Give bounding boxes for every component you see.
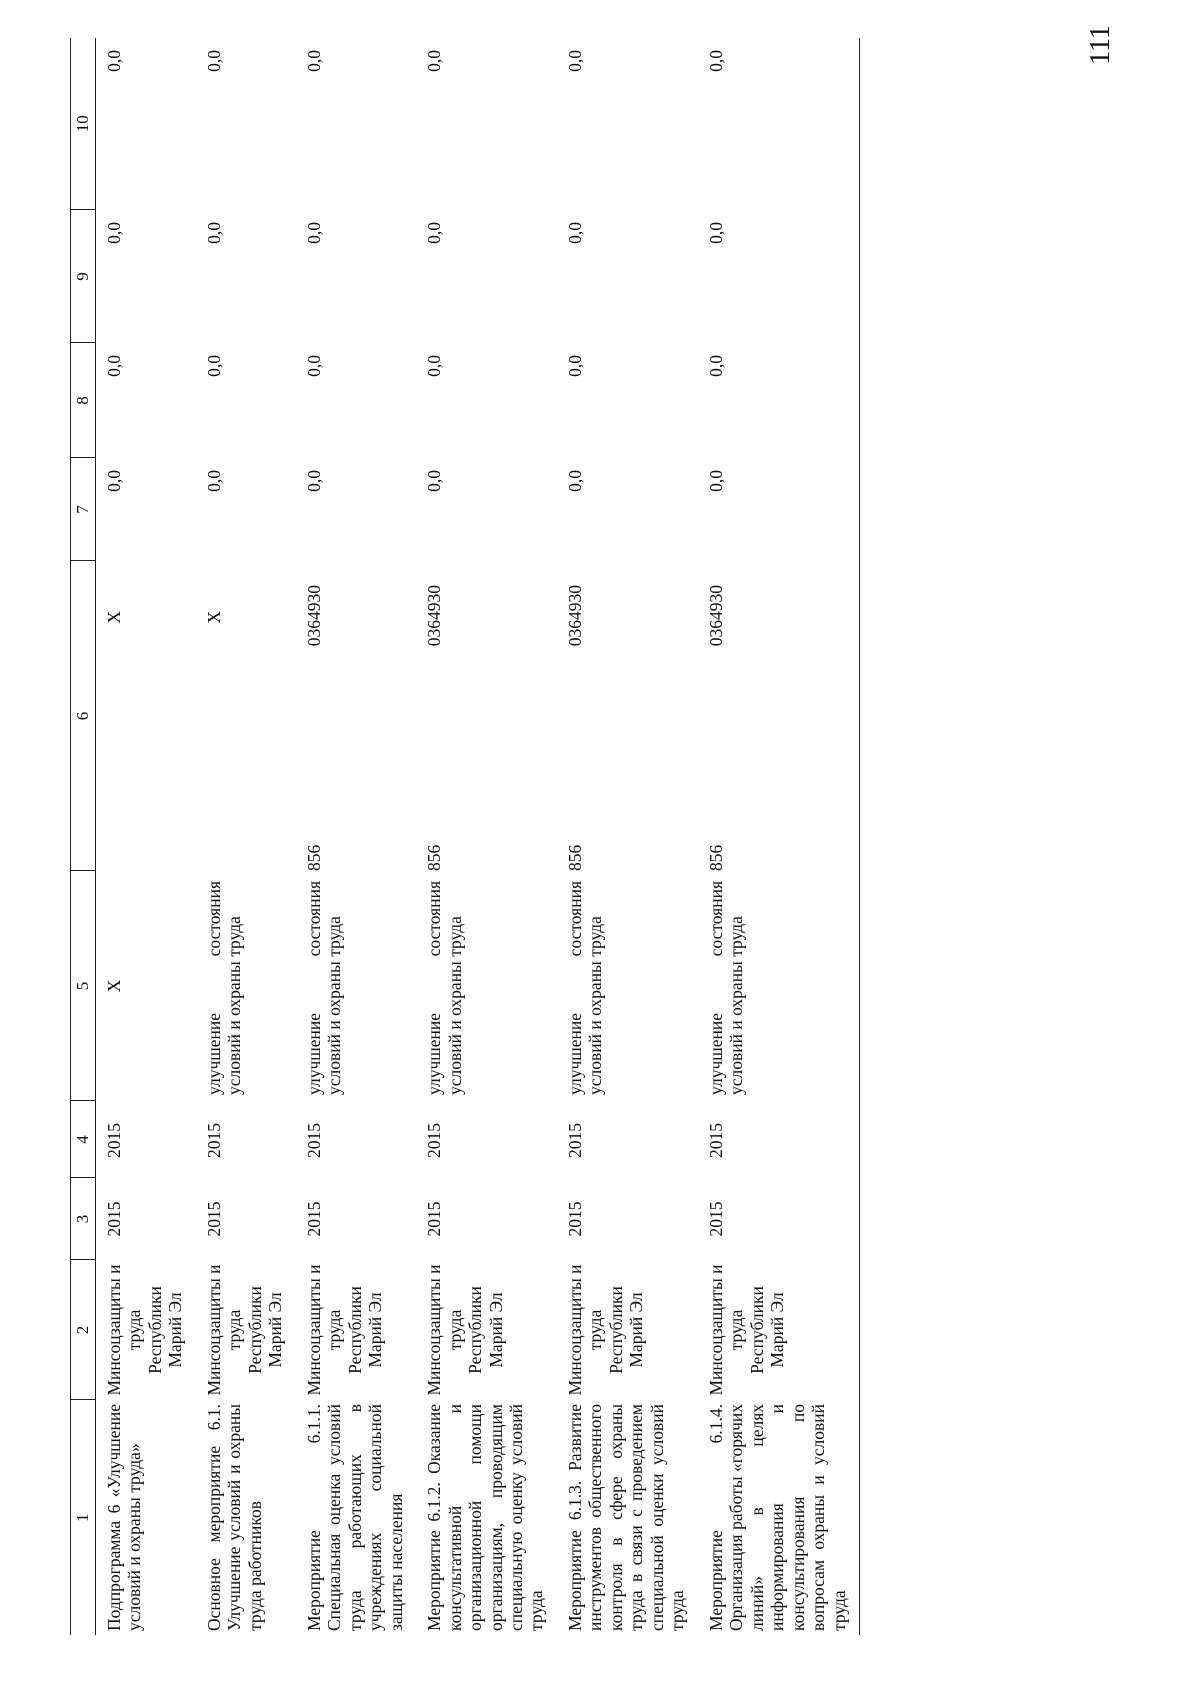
grbs-code: 856 — [424, 844, 445, 871]
value-col-8: 0,0 — [424, 355, 445, 377]
activity-name: Мероприятие 6.1.3. Развитие инструментов общественного контроля в сфере охраны труда в связи с проведением специальной оценки условий труда — [564, 1404, 688, 1631]
value-col-9: 0,0 — [104, 222, 124, 244]
grbs-code: 856 — [303, 844, 324, 871]
value-col-9: 0,0 — [698, 210, 860, 343]
program-activities-table — [70, 38, 860, 1635]
activity-name: Мероприятие 6.1.1. Специальная оценка условий труда работающих в учреждениях социальной защиты населения — [303, 1404, 406, 1631]
executor: Минсоцзащиты и труда Республики Марий Эл — [303, 1264, 386, 1396]
value-col-8: 0,0 — [104, 355, 124, 377]
end-year: 2015 — [104, 1123, 124, 1158]
activity-name: Мероприятие 6.1.4. Организация работы «горячих линий» в целях информирования и консультирования по вопросам охраны и условий труда — [698, 1400, 860, 1635]
grbs-code: 856 — [705, 844, 726, 871]
start-year: 2015 — [104, 1201, 124, 1237]
grbs-code: 856 — [564, 844, 585, 871]
start-year: 2015 — [424, 1201, 445, 1237]
expected-result: X — [104, 979, 124, 993]
activity-name: Основное мероприятие 6.1. Улучшение условий и охраны труда работников — [203, 1404, 265, 1631]
value-col-10: 0,0 — [424, 50, 445, 72]
start-year: 2015 — [564, 1201, 585, 1237]
table-row — [698, 38, 860, 1635]
activity-name: Подпрограмма 6 «Улучшение условий и охраны труда» — [104, 1404, 145, 1631]
col-header-10: 10 — [71, 38, 96, 210]
table-row — [416, 38, 557, 1635]
table-row — [196, 38, 296, 1635]
col-header-2: 2 — [71, 1260, 96, 1400]
col-header-8: 8 — [71, 343, 96, 458]
value-col-8: 0,0 — [303, 355, 324, 377]
page-number: 111 — [1085, 25, 1116, 65]
value-col-10: 0,0 — [564, 50, 585, 72]
value-col-9: 0,0 — [424, 222, 445, 244]
expected-result: улучшение состояния условий и охраны труда — [424, 881, 465, 1095]
classification-code: X — [104, 611, 124, 624]
col-header-5: 5 — [71, 871, 96, 1101]
budget-code-cell — [557, 561, 698, 871]
value-col-9: 0,0 — [303, 222, 324, 244]
classification-code: 0364930 — [424, 585, 445, 647]
classification-code: 0364930 — [705, 585, 726, 647]
classification-code: 0364930 — [303, 585, 324, 647]
value-col-7: 0,0 — [303, 470, 324, 492]
value-col-8: 0,0 — [203, 355, 224, 377]
executor: Минсоцзащиты и труда Республики Марий Эл — [104, 1264, 186, 1396]
value-col-7: 0,0 — [104, 470, 124, 492]
value-col-10: 0,0 — [303, 50, 324, 72]
expected-result: улучшение состояния условий и охраны труда — [203, 881, 245, 1095]
budget-code-cell — [416, 561, 557, 871]
end-year: 2015 — [698, 1101, 860, 1178]
start-year: 2015 — [698, 1178, 860, 1260]
end-year: 2015 — [303, 1123, 324, 1158]
col-header-1: 1 — [71, 1400, 96, 1635]
executor: Минсоцзащиты и труда Республики Марий Эл — [424, 1264, 506, 1396]
budget-code-cell — [296, 561, 416, 871]
value-col-9: 0,0 — [564, 222, 585, 244]
table-row — [96, 38, 196, 1635]
budget-code-cell — [698, 561, 860, 871]
budget-code-cell — [196, 561, 296, 871]
value-col-10: 0,0 — [104, 50, 124, 72]
value-col-7: 0,0 — [424, 470, 445, 492]
end-year: 2015 — [424, 1123, 445, 1158]
start-year: 2015 — [303, 1201, 324, 1237]
value-col-10: 0,0 — [203, 50, 224, 72]
expected-result: улучшение состояния условий и охраны труда — [698, 871, 860, 1101]
value-col-10: 0,0 — [698, 38, 860, 210]
value-col-8: 0,0 — [698, 343, 860, 458]
value-col-7: 0,0 — [564, 470, 585, 492]
budget-code-cell — [96, 561, 196, 871]
col-header-4: 4 — [71, 1101, 96, 1178]
col-header-7: 7 — [71, 458, 96, 561]
end-year: 2015 — [203, 1123, 224, 1158]
classification-code: X — [203, 611, 224, 624]
executor: Минсоцзащиты и труда Республики Марий Эл — [564, 1264, 647, 1396]
value-col-7: 0,0 — [698, 458, 860, 561]
executor: Минсоцзащиты и труда Республики Марий Эл — [203, 1264, 286, 1396]
value-col-7: 0,0 — [203, 470, 224, 492]
activity-name: Мероприятие 6.1.2. Оказание консультативной и организационной помощи организациям, проводящим специальную оценку условий труда — [424, 1404, 547, 1631]
value-col-8: 0,0 — [564, 355, 585, 377]
end-year: 2015 — [564, 1123, 585, 1158]
value-col-9: 0,0 — [203, 222, 224, 244]
col-header-9: 9 — [71, 210, 96, 343]
col-header-3: 3 — [71, 1178, 96, 1260]
table-row — [557, 38, 698, 1635]
start-year: 2015 — [203, 1201, 224, 1237]
classification-code: 0364930 — [564, 585, 585, 647]
column-number-header — [71, 38, 96, 1635]
expected-result: улучшение состояния условий и охраны труда — [303, 881, 345, 1095]
expected-result: улучшение состояния условий и охраны труда — [564, 881, 606, 1095]
table-row — [296, 38, 416, 1635]
executor: Минсоцзащиты и труда Республики Марий Эл — [698, 1260, 860, 1400]
col-header-6: 6 — [71, 561, 96, 871]
